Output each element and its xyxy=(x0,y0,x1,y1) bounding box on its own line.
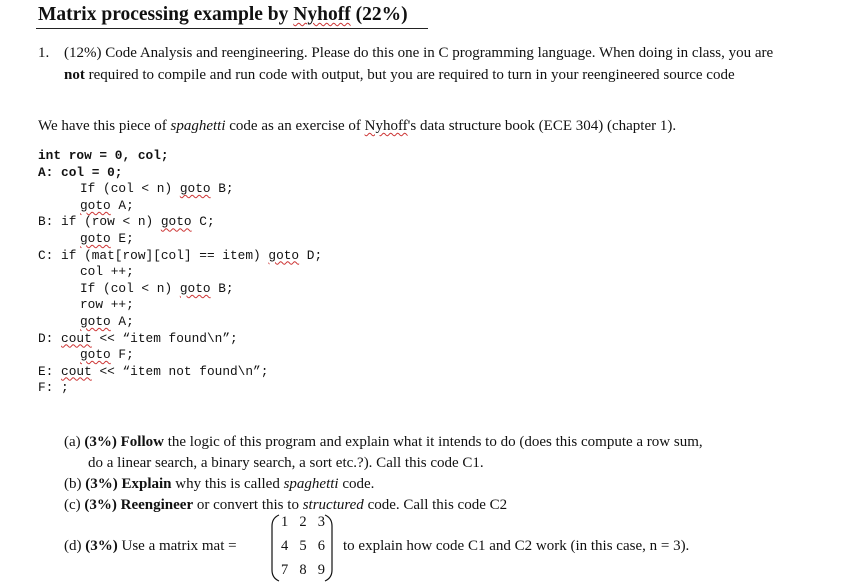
q1-text-b: required to compile and run code with output, but you are required to turn in your reengineered source code xyxy=(84,67,735,83)
spellcheck-mark: goto xyxy=(160,214,192,230)
matrix-cell: 6 xyxy=(317,538,325,554)
matrix-cell: 4 xyxy=(281,538,289,554)
spellcheck-mark: goto xyxy=(179,181,211,197)
part-d xyxy=(64,538,237,555)
part-d-bold: (3%) xyxy=(85,538,118,554)
code-block xyxy=(38,148,322,397)
matrix-cell: 8 xyxy=(299,562,307,578)
intro-paragraph xyxy=(38,118,676,135)
spellcheck-mark: goto xyxy=(80,313,111,329)
matrix-row xyxy=(281,538,325,555)
intro-italic: spaghetti xyxy=(170,118,226,134)
matrix xyxy=(269,512,335,584)
part-c xyxy=(64,495,703,516)
code-line: col ++; xyxy=(80,264,134,280)
part-d-after: to explain how code C1 and C2 work (in this case, n = 3). xyxy=(343,538,690,554)
matrix-cell: 3 xyxy=(317,514,325,530)
part-a-continued: do a linear search, a binary search, a sort etc.?). Call this code C1. xyxy=(88,455,484,471)
part-b-text: why this is called xyxy=(171,476,284,492)
code-line: E: cout << “item not found\n”; xyxy=(38,363,269,379)
part-d-text: Use a matrix mat = xyxy=(117,538,237,554)
matrix-cell: 7 xyxy=(281,562,289,578)
question-number: 1. xyxy=(38,45,50,61)
part-c-bold: (3%) Reengineer xyxy=(84,497,194,513)
spellcheck-mark: goto xyxy=(268,247,300,263)
left-bracket xyxy=(272,515,279,581)
code-line: goto A; xyxy=(80,313,134,329)
code-line: goto A; xyxy=(80,197,134,213)
part-label: (c) xyxy=(64,497,81,513)
matrix-row xyxy=(281,562,325,579)
part-c-text: or convert this to xyxy=(193,497,303,513)
part-b-bold: (3%) Explain xyxy=(85,476,172,492)
part-a-bold: (3%) Follow xyxy=(84,434,164,450)
spellcheck-mark: Nyhoff xyxy=(364,118,408,134)
code-line: B: if (row < n) goto C; xyxy=(38,214,215,230)
spellcheck-mark: goto xyxy=(80,230,111,246)
q1-text-bold: not xyxy=(64,67,85,83)
right-bracket xyxy=(325,515,332,581)
question-1-text xyxy=(64,42,776,86)
title-underline xyxy=(36,28,428,29)
code-line: goto F; xyxy=(80,347,134,363)
part-label: (a) xyxy=(64,434,81,450)
part-b xyxy=(64,474,703,495)
matrix-cell: 5 xyxy=(299,538,307,554)
intro-text-b: code as an exercise of Nyhoff's data structure book (ECE 304) (chapter 1). xyxy=(225,118,677,134)
matrix-row xyxy=(281,514,325,531)
q1-text-a: (12%) Code Analysis and reengineering. Please do this one in C programming language. When doing in class, you are xyxy=(64,45,774,61)
code-line: If (col < n) goto B; xyxy=(80,280,234,296)
spellcheck-mark: goto xyxy=(80,347,111,363)
part-label: (d) xyxy=(64,538,82,554)
part-b-italic: spaghetti xyxy=(283,476,339,492)
code-line: If (col < n) goto B; xyxy=(80,181,234,197)
code-line: goto E; xyxy=(80,230,134,246)
code-line: A: col = 0; xyxy=(38,164,123,180)
part-b-end: code. xyxy=(338,476,375,492)
code-line: row ++; xyxy=(80,297,134,313)
matrix-cell: 9 xyxy=(317,562,325,578)
spellcheck-mark: cout xyxy=(61,330,92,346)
code-line: C: if (mat[row][col] == item) goto D; xyxy=(38,247,323,263)
code-line: F: ; xyxy=(38,380,69,396)
code-line: int row = 0, col; xyxy=(38,148,169,163)
spellcheck-mark: goto xyxy=(80,197,111,213)
matrix-cell: 1 xyxy=(281,514,289,530)
spellcheck-mark: goto xyxy=(179,280,211,296)
sub-questions xyxy=(64,432,703,516)
page-title: Matrix processing example by Nyhoff (22%) xyxy=(38,4,408,25)
part-c-end: code. Call this code C2 xyxy=(363,497,508,513)
intro-text-a: We have this piece of xyxy=(38,118,171,134)
matrix-cell: 2 xyxy=(299,514,307,530)
part-label: (b) xyxy=(64,476,82,492)
part-c-italic: structured xyxy=(302,497,364,513)
code-line: D: cout << “item found\n”; xyxy=(38,330,238,346)
part-a xyxy=(64,432,703,453)
part-a-text: the logic of this program and explain what it intends to do (does this compute a row sum, xyxy=(163,434,703,450)
spellcheck-mark: Nyhoff xyxy=(293,4,351,25)
spellcheck-mark: cout xyxy=(61,363,92,379)
